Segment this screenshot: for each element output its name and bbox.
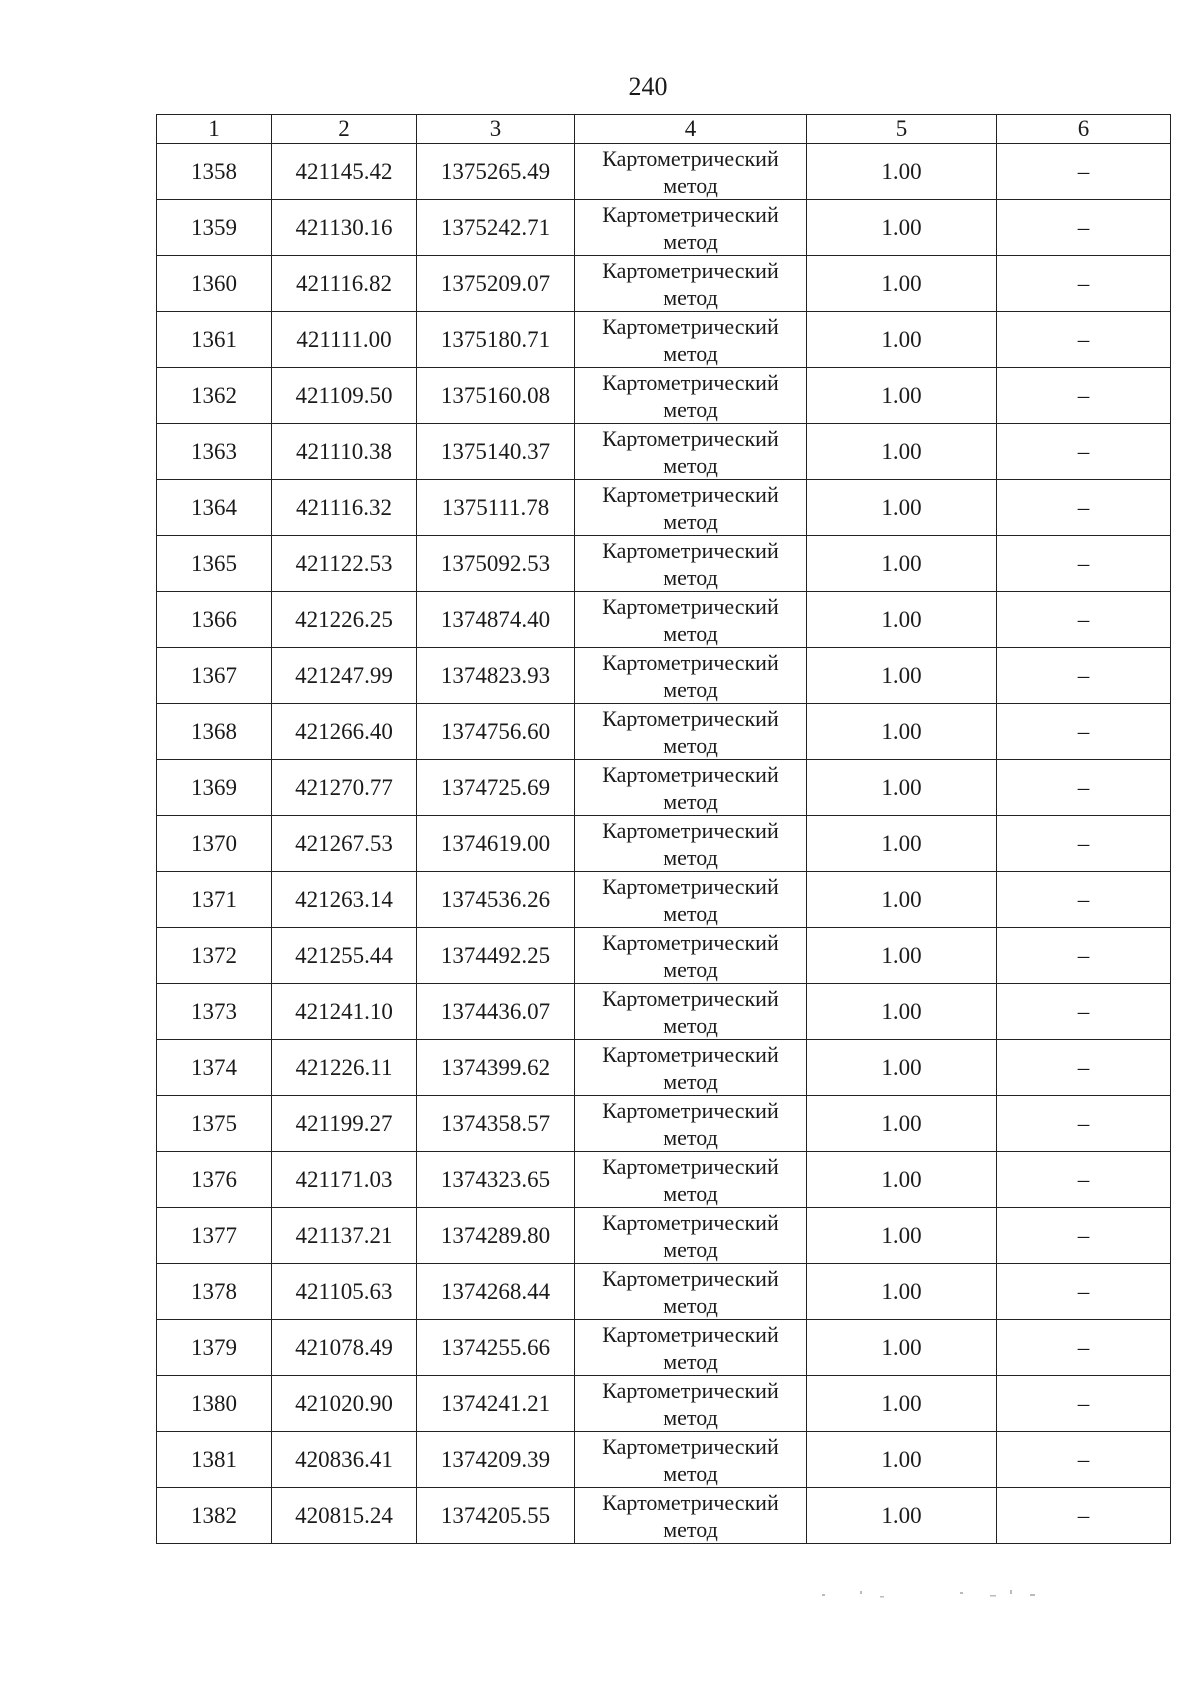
note-cell: – (997, 1208, 1171, 1264)
x-coordinate-cell: 420836.41 (272, 1432, 417, 1488)
header-col-3: 3 (417, 115, 575, 144)
point-number-cell: 1360 (157, 256, 272, 312)
method-cell (575, 480, 807, 536)
method-line-2: метод (663, 172, 718, 198)
coordinates-table (156, 114, 1171, 1544)
y-coordinate-cell: 1375180.71 (417, 312, 575, 368)
x-coordinate-cell: 421199.27 (272, 1096, 417, 1152)
table-row (157, 312, 1171, 368)
method-line-2: метод (663, 1516, 718, 1542)
method-line-1: Картометрический (602, 593, 779, 619)
method-cell (575, 536, 807, 592)
method-line-1: Картометрический (602, 985, 779, 1011)
accuracy-cell: 1.00 (807, 536, 997, 592)
point-number-cell: 1373 (157, 984, 272, 1040)
point-number-cell: 1380 (157, 1376, 272, 1432)
x-coordinate-cell: 421116.32 (272, 480, 417, 536)
method-line-1: Картометрический (602, 1041, 779, 1067)
method-line-2: метод (663, 1180, 718, 1206)
method-line-1: Картометрический (602, 649, 779, 675)
accuracy-cell: 1.00 (807, 312, 997, 368)
accuracy-cell: 1.00 (807, 872, 997, 928)
method-line-1: Картометрический (602, 929, 779, 955)
method-cell (575, 256, 807, 312)
point-number-cell: 1365 (157, 536, 272, 592)
method-line-2: метод (663, 1404, 718, 1430)
x-coordinate-cell: 421130.16 (272, 200, 417, 256)
y-coordinate-cell: 1375242.71 (417, 200, 575, 256)
note-cell: – (997, 592, 1171, 648)
y-coordinate-cell: 1374399.62 (417, 1040, 575, 1096)
method-line-2: метод (663, 396, 718, 422)
table-row (157, 1320, 1171, 1376)
table-row (157, 872, 1171, 928)
point-number-cell: 1368 (157, 704, 272, 760)
method-line-1: Картометрический (602, 873, 779, 899)
table-row (157, 1432, 1171, 1488)
note-cell: – (997, 1152, 1171, 1208)
method-line-2: метод (663, 620, 718, 646)
method-line-1: Картометрический (602, 145, 779, 171)
accuracy-cell: 1.00 (807, 1208, 997, 1264)
accuracy-cell: 1.00 (807, 1040, 997, 1096)
method-cell (575, 1432, 807, 1488)
method-line-2: метод (663, 844, 718, 870)
y-coordinate-cell: 1374725.69 (417, 760, 575, 816)
method-line-2: метод (663, 564, 718, 590)
y-coordinate-cell: 1375111.78 (417, 480, 575, 536)
method-line-1: Картометрический (602, 1321, 779, 1347)
point-number-cell: 1379 (157, 1320, 272, 1376)
accuracy-cell: 1.00 (807, 704, 997, 760)
x-coordinate-cell: 421226.11 (272, 1040, 417, 1096)
note-cell: – (997, 480, 1171, 536)
scan-noise (820, 1586, 1120, 1606)
x-coordinate-cell: 421116.82 (272, 256, 417, 312)
header-col-2: 2 (272, 115, 417, 144)
table-row (157, 1488, 1171, 1544)
accuracy-cell: 1.00 (807, 1432, 997, 1488)
note-cell: – (997, 312, 1171, 368)
method-line-1: Картометрический (602, 313, 779, 339)
method-line-1: Картометрический (602, 1265, 779, 1291)
table-row (157, 1376, 1171, 1432)
x-coordinate-cell: 421111.00 (272, 312, 417, 368)
method-cell (575, 1320, 807, 1376)
method-cell (575, 648, 807, 704)
note-cell: – (997, 704, 1171, 760)
x-coordinate-cell: 420815.24 (272, 1488, 417, 1544)
method-line-1: Картометрический (602, 1209, 779, 1235)
note-cell: – (997, 928, 1171, 984)
table-row (157, 536, 1171, 592)
table-header (157, 115, 1171, 144)
point-number-cell: 1366 (157, 592, 272, 648)
method-cell (575, 984, 807, 1040)
note-cell: – (997, 1096, 1171, 1152)
method-cell (575, 312, 807, 368)
table-row (157, 984, 1171, 1040)
accuracy-cell: 1.00 (807, 1096, 997, 1152)
header-col-6: 6 (997, 115, 1171, 144)
method-line-2: метод (663, 1236, 718, 1262)
point-number-cell: 1367 (157, 648, 272, 704)
method-line-1: Картометрический (602, 1433, 779, 1459)
table-row (157, 256, 1171, 312)
method-line-1: Картометрический (602, 705, 779, 731)
point-number-cell: 1358 (157, 144, 272, 200)
table-row (157, 1040, 1171, 1096)
accuracy-cell: 1.00 (807, 1320, 997, 1376)
header-col-5: 5 (807, 115, 997, 144)
method-cell (575, 760, 807, 816)
method-line-2: метод (663, 1124, 718, 1150)
table-row (157, 368, 1171, 424)
table-row (157, 760, 1171, 816)
accuracy-cell: 1.00 (807, 200, 997, 256)
note-cell: – (997, 1264, 1171, 1320)
point-number-cell: 1375 (157, 1096, 272, 1152)
method-line-2: метод (663, 676, 718, 702)
point-number-cell: 1359 (157, 200, 272, 256)
point-number-cell: 1369 (157, 760, 272, 816)
point-number-cell: 1378 (157, 1264, 272, 1320)
method-line-2: метод (663, 788, 718, 814)
x-coordinate-cell: 421105.63 (272, 1264, 417, 1320)
y-coordinate-cell: 1374323.65 (417, 1152, 575, 1208)
y-coordinate-cell: 1374358.57 (417, 1096, 575, 1152)
table-row (157, 1152, 1171, 1208)
point-number-cell: 1376 (157, 1152, 272, 1208)
note-cell: – (997, 648, 1171, 704)
accuracy-cell: 1.00 (807, 480, 997, 536)
method-line-1: Картометрический (602, 201, 779, 227)
header-col-4: 4 (575, 115, 807, 144)
accuracy-cell: 1.00 (807, 1264, 997, 1320)
y-coordinate-cell: 1374492.25 (417, 928, 575, 984)
method-line-2: метод (663, 1292, 718, 1318)
method-line-1: Картометрический (602, 537, 779, 563)
y-coordinate-cell: 1374209.39 (417, 1432, 575, 1488)
table-row (157, 424, 1171, 480)
accuracy-cell: 1.00 (807, 424, 997, 480)
method-line-2: метод (663, 732, 718, 758)
x-coordinate-cell: 421109.50 (272, 368, 417, 424)
point-number-cell: 1382 (157, 1488, 272, 1544)
table-row (157, 816, 1171, 872)
method-cell (575, 1376, 807, 1432)
note-cell: – (997, 424, 1171, 480)
point-number-cell: 1370 (157, 816, 272, 872)
y-coordinate-cell: 1375209.07 (417, 256, 575, 312)
note-cell: – (997, 1432, 1171, 1488)
accuracy-cell: 1.00 (807, 368, 997, 424)
x-coordinate-cell: 421270.77 (272, 760, 417, 816)
point-number-cell: 1377 (157, 1208, 272, 1264)
y-coordinate-cell: 1374289.80 (417, 1208, 575, 1264)
note-cell: – (997, 872, 1171, 928)
y-coordinate-cell: 1374823.93 (417, 648, 575, 704)
x-coordinate-cell: 421247.99 (272, 648, 417, 704)
x-coordinate-cell: 421266.40 (272, 704, 417, 760)
x-coordinate-cell: 421137.21 (272, 1208, 417, 1264)
note-cell: – (997, 1488, 1171, 1544)
method-line-1: Картометрический (602, 425, 779, 451)
method-line-2: метод (663, 340, 718, 366)
method-line-1: Картометрический (602, 369, 779, 395)
method-line-2: метод (663, 228, 718, 254)
accuracy-cell: 1.00 (807, 592, 997, 648)
table-row (157, 928, 1171, 984)
x-coordinate-cell: 421267.53 (272, 816, 417, 872)
table-row (157, 592, 1171, 648)
note-cell: – (997, 1320, 1171, 1376)
note-cell: – (997, 1376, 1171, 1432)
table-row (157, 1096, 1171, 1152)
method-line-1: Картометрический (602, 257, 779, 283)
table-body (157, 144, 1171, 1544)
x-coordinate-cell: 421171.03 (272, 1152, 417, 1208)
accuracy-cell: 1.00 (807, 144, 997, 200)
method-cell (575, 1488, 807, 1544)
method-cell (575, 928, 807, 984)
y-coordinate-cell: 1374619.00 (417, 816, 575, 872)
method-cell (575, 872, 807, 928)
method-line-1: Картометрический (602, 761, 779, 787)
y-coordinate-cell: 1374536.26 (417, 872, 575, 928)
y-coordinate-cell: 1374255.66 (417, 1320, 575, 1376)
accuracy-cell: 1.00 (807, 648, 997, 704)
method-line-2: метод (663, 900, 718, 926)
table-row (157, 704, 1171, 760)
method-cell (575, 1208, 807, 1264)
table-row (157, 144, 1171, 200)
method-line-2: метод (663, 1348, 718, 1374)
header-row (157, 115, 1171, 144)
method-line-2: метод (663, 284, 718, 310)
note-cell: – (997, 760, 1171, 816)
method-cell (575, 592, 807, 648)
x-coordinate-cell: 421122.53 (272, 536, 417, 592)
method-line-1: Картометрический (602, 1097, 779, 1123)
method-cell (575, 1152, 807, 1208)
method-cell (575, 200, 807, 256)
x-coordinate-cell: 421255.44 (272, 928, 417, 984)
method-cell (575, 144, 807, 200)
point-number-cell: 1362 (157, 368, 272, 424)
method-line-1: Картометрический (602, 817, 779, 843)
x-coordinate-cell: 421263.14 (272, 872, 417, 928)
method-cell (575, 704, 807, 760)
note-cell: – (997, 200, 1171, 256)
y-coordinate-cell: 1375265.49 (417, 144, 575, 200)
accuracy-cell: 1.00 (807, 1488, 997, 1544)
point-number-cell: 1371 (157, 872, 272, 928)
method-cell (575, 1040, 807, 1096)
header-col-1: 1 (157, 115, 272, 144)
accuracy-cell: 1.00 (807, 816, 997, 872)
method-cell (575, 368, 807, 424)
method-line-2: метод (663, 508, 718, 534)
table-row (157, 1264, 1171, 1320)
method-line-1: Картометрический (602, 481, 779, 507)
y-coordinate-cell: 1375140.37 (417, 424, 575, 480)
point-number-cell: 1364 (157, 480, 272, 536)
method-line-2: метод (663, 1012, 718, 1038)
note-cell: – (997, 256, 1171, 312)
method-cell (575, 424, 807, 480)
y-coordinate-cell: 1374241.21 (417, 1376, 575, 1432)
method-cell (575, 816, 807, 872)
method-cell (575, 1096, 807, 1152)
accuracy-cell: 1.00 (807, 1152, 997, 1208)
y-coordinate-cell: 1374268.44 (417, 1264, 575, 1320)
point-number-cell: 1361 (157, 312, 272, 368)
method-line-1: Картометрический (602, 1377, 779, 1403)
y-coordinate-cell: 1374436.07 (417, 984, 575, 1040)
x-coordinate-cell: 421226.25 (272, 592, 417, 648)
note-cell: – (997, 816, 1171, 872)
method-line-2: метод (663, 452, 718, 478)
point-number-cell: 1374 (157, 1040, 272, 1096)
y-coordinate-cell: 1374874.40 (417, 592, 575, 648)
method-line-1: Картометрический (602, 1153, 779, 1179)
accuracy-cell: 1.00 (807, 256, 997, 312)
table-row (157, 200, 1171, 256)
note-cell: – (997, 984, 1171, 1040)
method-line-1: Картометрический (602, 1489, 779, 1515)
method-cell (575, 1264, 807, 1320)
note-cell: – (997, 368, 1171, 424)
x-coordinate-cell: 421145.42 (272, 144, 417, 200)
table-row (157, 480, 1171, 536)
note-cell: – (997, 1040, 1171, 1096)
x-coordinate-cell: 421020.90 (272, 1376, 417, 1432)
y-coordinate-cell: 1374756.60 (417, 704, 575, 760)
point-number-cell: 1381 (157, 1432, 272, 1488)
table-row (157, 648, 1171, 704)
y-coordinate-cell: 1375092.53 (417, 536, 575, 592)
x-coordinate-cell: 421078.49 (272, 1320, 417, 1376)
y-coordinate-cell: 1375160.08 (417, 368, 575, 424)
note-cell: – (997, 536, 1171, 592)
accuracy-cell: 1.00 (807, 928, 997, 984)
x-coordinate-cell: 421110.38 (272, 424, 417, 480)
accuracy-cell: 1.00 (807, 984, 997, 1040)
point-number-cell: 1372 (157, 928, 272, 984)
page-number: 240 (628, 72, 668, 101)
method-line-2: метод (663, 1460, 718, 1486)
accuracy-cell: 1.00 (807, 1376, 997, 1432)
x-coordinate-cell: 421241.10 (272, 984, 417, 1040)
method-line-2: метод (663, 956, 718, 982)
method-line-2: метод (663, 1068, 718, 1094)
point-number-cell: 1363 (157, 424, 272, 480)
table-row (157, 1208, 1171, 1264)
accuracy-cell: 1.00 (807, 760, 997, 816)
y-coordinate-cell: 1374205.55 (417, 1488, 575, 1544)
note-cell: – (997, 144, 1171, 200)
